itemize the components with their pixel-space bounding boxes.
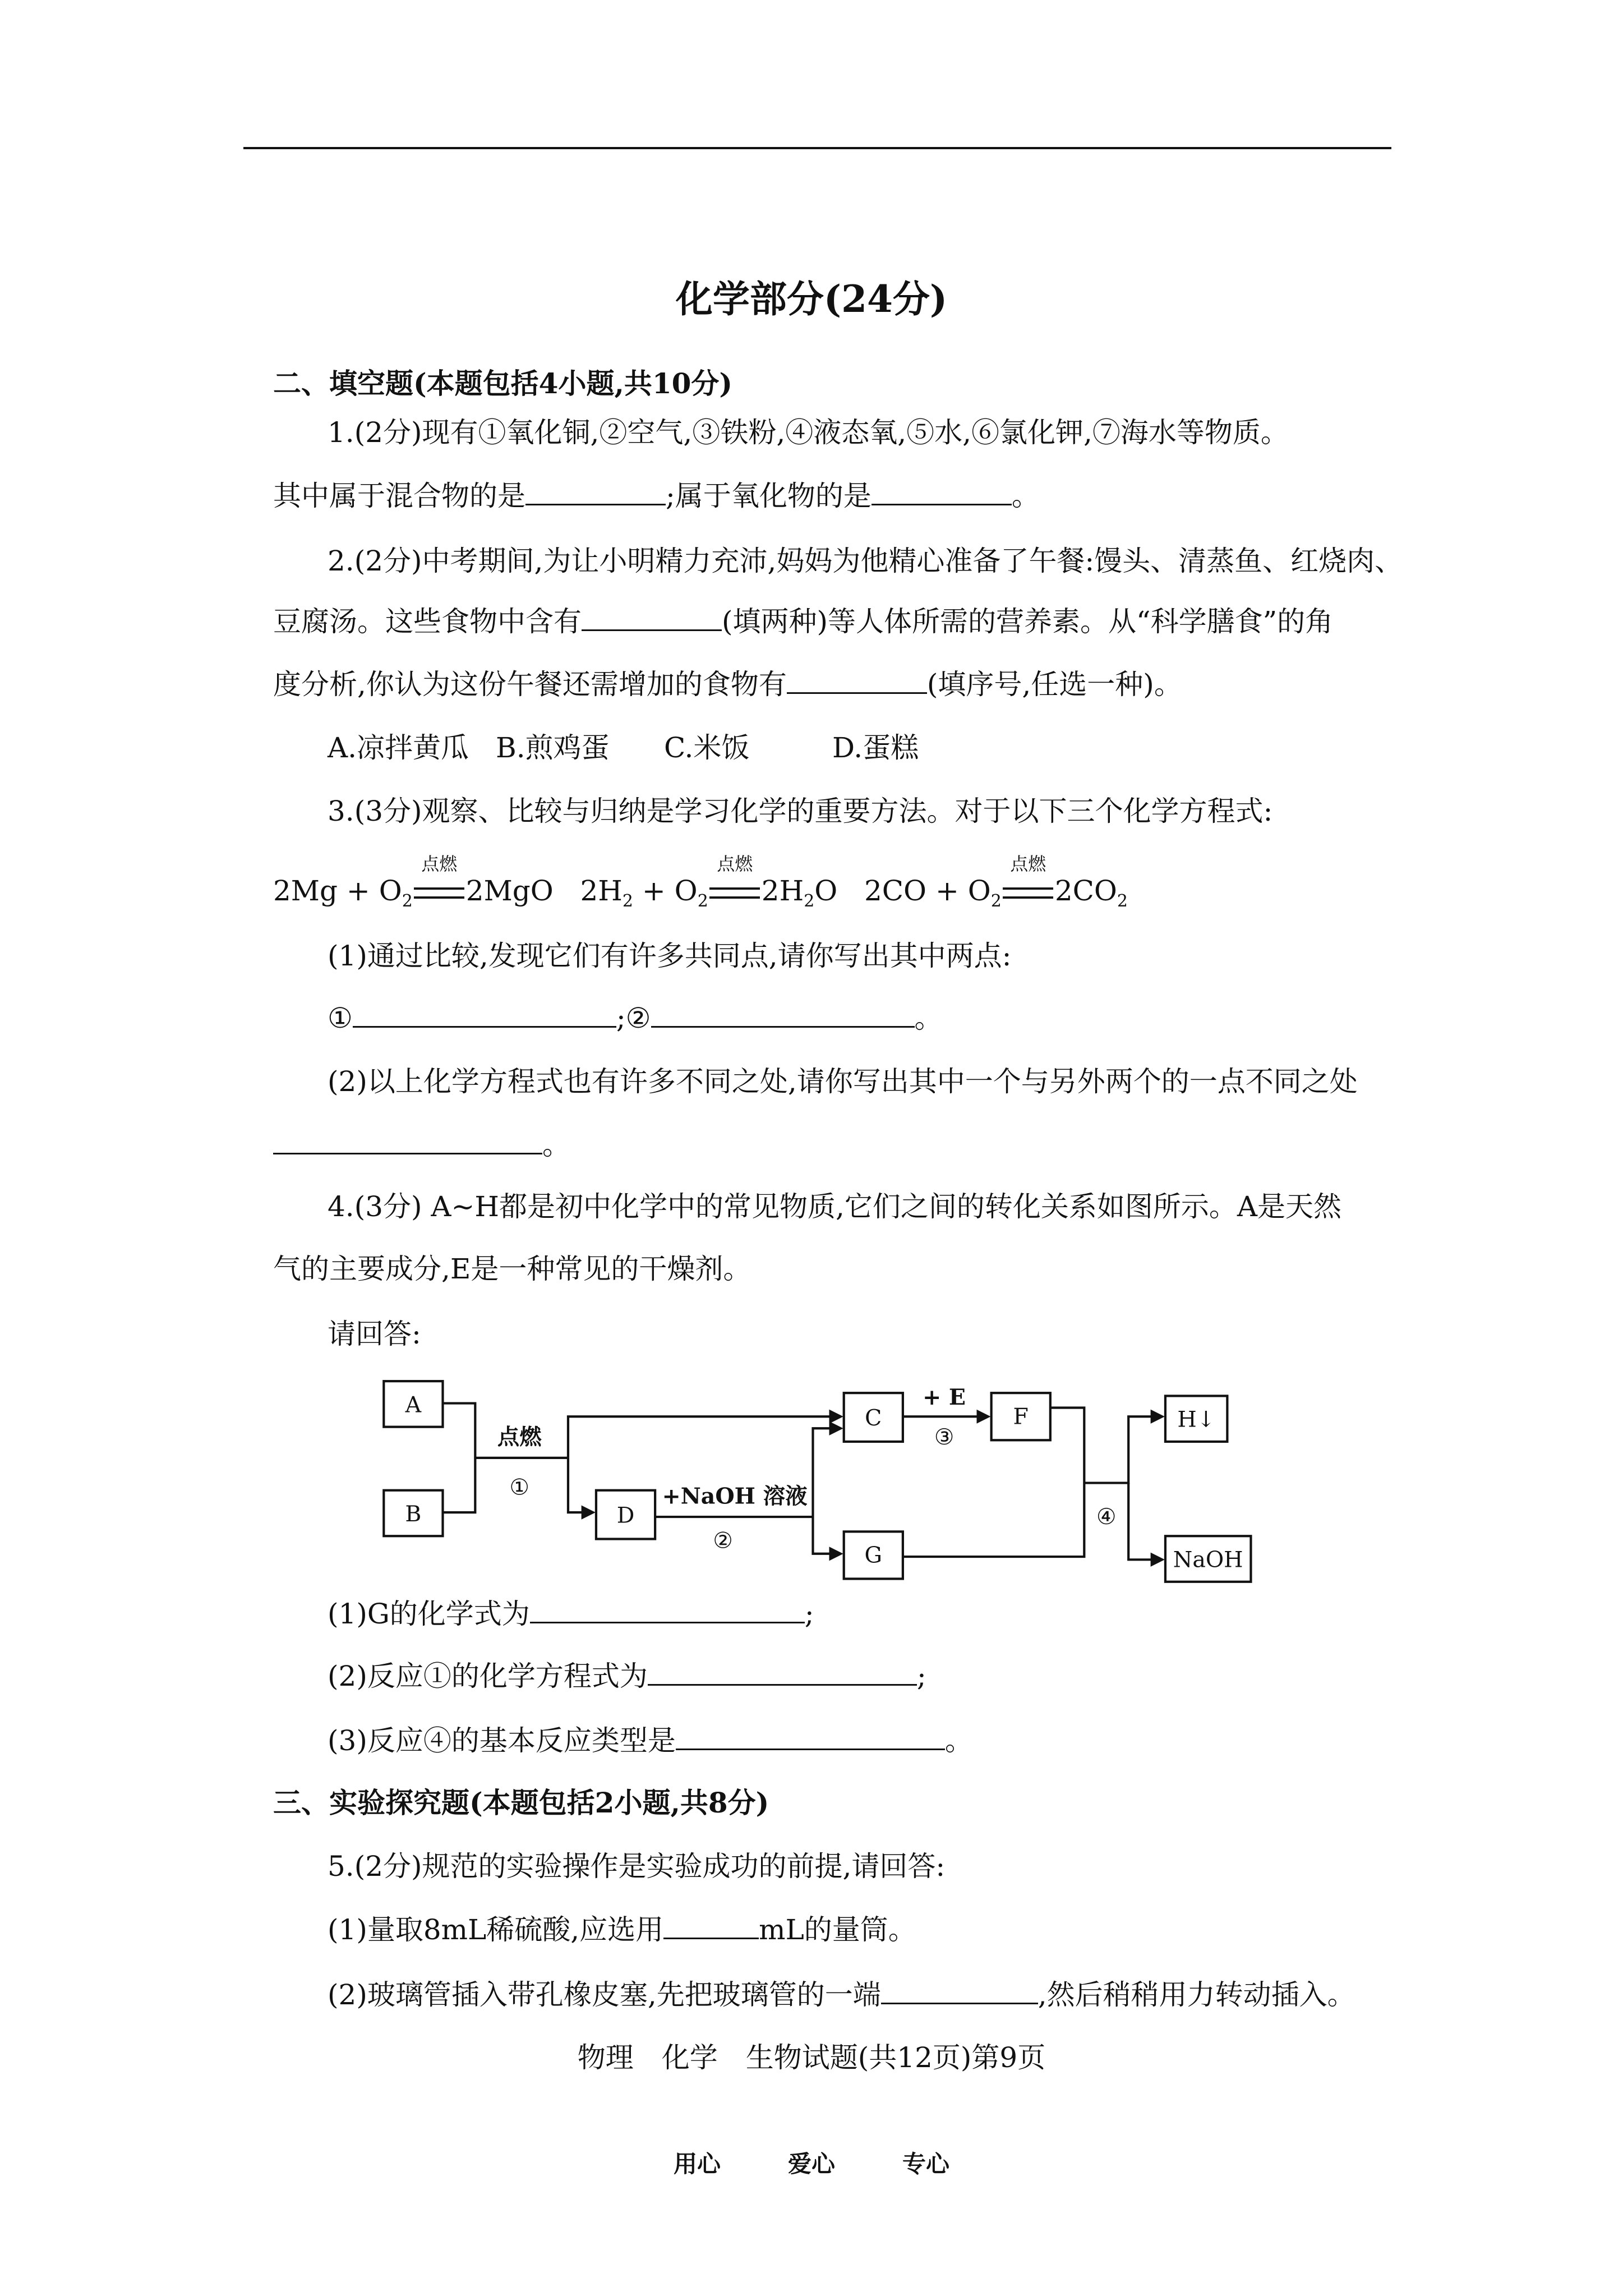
q4-sub1: (1)G的化学式为 ; xyxy=(328,1598,814,1630)
reaction4-number: ④ xyxy=(1096,1504,1117,1530)
label-c: C xyxy=(865,1405,882,1432)
q4-text: 4.(3分) A~H都是初中化学中的常见物质,它们之间的转化关系如图所示。A是天然 xyxy=(328,1190,1342,1223)
page-footer: 物理 化学 生物试题(共12页)第9页 xyxy=(577,2041,1046,2074)
reaction1-condition: 点燃 xyxy=(497,1424,542,1451)
option-a: A.凉拌黄瓜 xyxy=(328,731,469,764)
q4-sub2: (2)反应①的化学方程式为 ; xyxy=(328,1660,926,1692)
q5-sub1: (1)量取8mL稀硫酸,应选用 mL的量筒。 xyxy=(328,1913,916,1946)
q5-sub2: (2)玻璃管插入带孔橡皮塞,先把玻璃管的一端 ,然后稍稍用力转动插入。 xyxy=(328,1978,1355,2011)
answer-blank[interactable] xyxy=(530,1597,805,1623)
header-rule xyxy=(243,147,1391,149)
answer-blank[interactable] xyxy=(582,605,722,631)
q1-blanks: 其中属于混合物的是 ;属于氧化物的是 。 xyxy=(273,480,1040,512)
conversion-diagram xyxy=(369,1365,1269,1594)
option-c: C.米饭 xyxy=(664,731,750,764)
label-f: F xyxy=(1013,1404,1029,1430)
q4-sub3: (3)反应④的基本反应类型是 。 xyxy=(328,1724,973,1757)
answer-blank[interactable] xyxy=(676,1724,945,1750)
q3-text: 3.(3分)观察、比较与归纳是学习化学的重要方法。对于以下三个化学方程式: xyxy=(328,795,1273,827)
answer-blank[interactable] xyxy=(648,1659,917,1686)
q2-text: 2.(2分)中考期间,为让小明精力充沛,妈妈为他精心准备了午餐:馒头、清蒸鱼、红烧肉、 xyxy=(328,545,1403,577)
q3-part1-blanks: ① ;② 。 xyxy=(328,1002,943,1034)
q2-line3: 度分析,你认为这份午餐还需增加的食物有 (填序号,任选一种)。 xyxy=(273,668,1182,701)
q5-text: 5.(2分)规范的实验操作是实验成功的前提,请回答: xyxy=(328,1850,946,1883)
option-b: B.煎鸡蛋 xyxy=(496,731,610,764)
section-heading: 二、填空题(本题包括4小题,共10分) xyxy=(273,367,733,400)
label-naoh: NaOH xyxy=(1173,1547,1243,1573)
q1-text: 1.(2分)现有①氧化铜,②空气,③铁粉,④液态氧,⑤水,⑥氯化钾,⑦海水等物质。 xyxy=(328,416,1289,449)
q2-options xyxy=(328,731,1000,765)
reaction1-number: ① xyxy=(509,1474,529,1501)
reaction3-condition: + E xyxy=(923,1384,966,1411)
q3-part2: (2)以上化学方程式也有许多不同之处,请你写出其中一个与另外两个的一点不同之处 xyxy=(328,1065,1358,1098)
section-heading: 三、实验探究题(本题包括2小题,共8分) xyxy=(273,1786,769,1819)
answer-blank[interactable] xyxy=(651,1001,915,1028)
q3-part1: (1)通过比较,发现它们有许多共同点,请你写出其中两点: xyxy=(328,940,1012,972)
q3-part2-blank: 。 xyxy=(273,1128,570,1162)
label-h: H↓ xyxy=(1177,1406,1215,1433)
q3-equations: $2Mg + O_2$ 点燃 2MgO $2H_2 + O_2$ 点燃 $2H_2O$ $2CO + O_2$ 点燃 $2CO_2$ xyxy=(273,853,1128,911)
label-g: G xyxy=(864,1542,883,1568)
answer-blank[interactable] xyxy=(787,668,927,694)
q4-text-2: 气的主要成分,E是一种常见的干燥剂。 xyxy=(273,1253,751,1285)
option-d: D.蛋糕 xyxy=(832,731,919,764)
answer-blank[interactable] xyxy=(273,1128,542,1154)
label-b: B xyxy=(405,1501,422,1527)
reaction3-number: ③ xyxy=(934,1424,955,1451)
answer-blank[interactable] xyxy=(353,1001,616,1028)
page-title: 化学部分(24分) xyxy=(675,277,948,321)
answer-blank[interactable] xyxy=(525,479,666,505)
reaction2-number: ② xyxy=(713,1527,733,1554)
slogan: 用心 爱心 专心 xyxy=(673,2150,950,2178)
label-d: D xyxy=(616,1502,635,1529)
reaction2-condition: +NaOH 溶液 xyxy=(662,1483,808,1510)
q2-line2: 豆腐汤。这些食物中含有 (填两种)等人体所需的营养素。从“科学膳食”的角 xyxy=(273,605,1334,638)
answer-blank[interactable] xyxy=(881,1978,1038,2004)
label-a: A xyxy=(405,1392,422,1418)
q4-prompt: 请回答: xyxy=(328,1318,421,1350)
answer-blank[interactable] xyxy=(872,479,1012,505)
answer-blank[interactable] xyxy=(663,1913,759,1939)
